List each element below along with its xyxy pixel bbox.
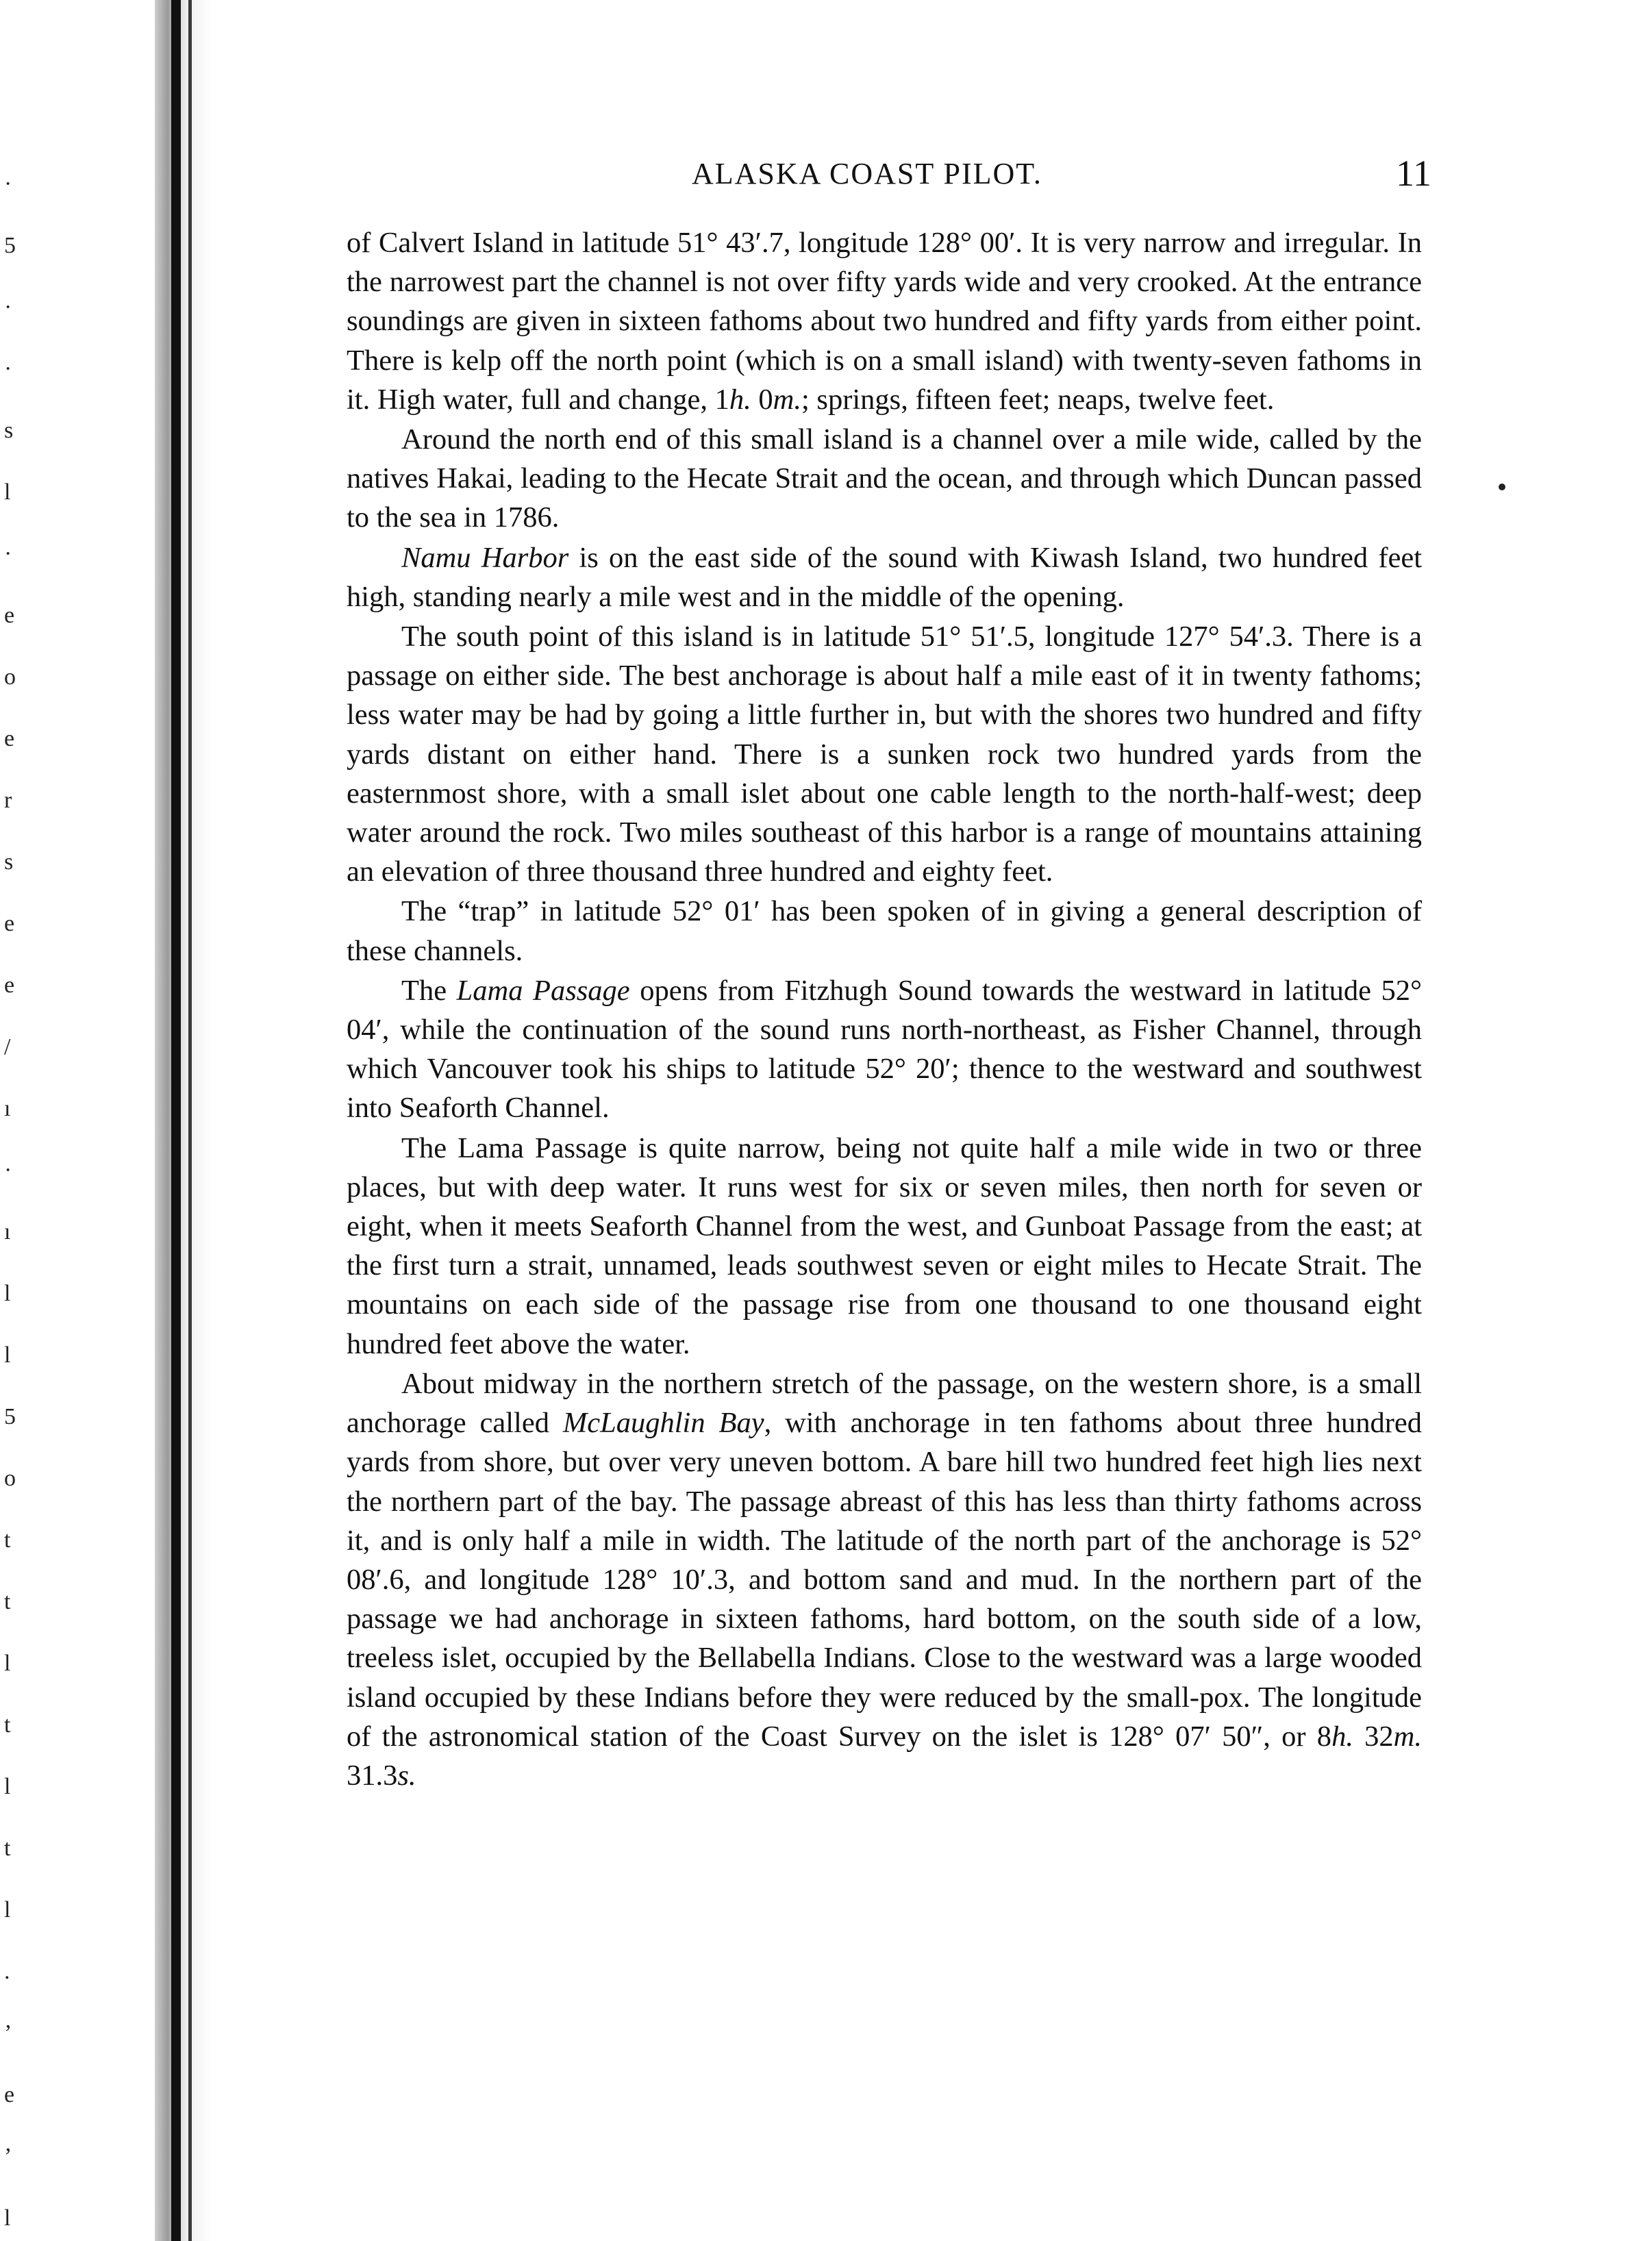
- bleed-char: e: [4, 911, 15, 936]
- italic-text: m.: [1393, 1720, 1422, 1753]
- paragraph: [347, 617, 1422, 891]
- italic-text: h.: [1331, 1720, 1353, 1753]
- bleed-char: 5: [4, 1404, 16, 1429]
- bleed-char: o: [4, 664, 16, 690]
- bleed-char: e: [4, 2082, 15, 2107]
- italic-text: Lama Passage: [456, 974, 630, 1007]
- bleed-char: l: [4, 2205, 11, 2231]
- bleed-char: e: [4, 603, 15, 628]
- bleed-char: l: [4, 1281, 11, 1306]
- paragraph: [347, 538, 1422, 616]
- bleed-char: ı: [4, 1096, 11, 1121]
- paragraph: [347, 223, 1422, 419]
- text-run: The “trap” in latitude 52° 01′ has been spoken of in giving a general description of these channels.: [347, 895, 1422, 967]
- bleed-char: e: [4, 973, 15, 998]
- bleed-char: l: [4, 479, 11, 505]
- text-run: 0: [751, 383, 773, 416]
- binding-edge: [171, 0, 181, 2241]
- text-run: ; springs, fifteen feet; neaps, twelve feet.: [801, 383, 1275, 416]
- bleed-char: r: [4, 788, 12, 813]
- text-run: is on the east side of the sound with Kiwash Island, two hundred feet high, standing nearly a mile west and in the middle of the opening.: [347, 541, 1423, 613]
- text-run: About midway in the northern stretch of the passage, on the western shore, is a small anchorage called: [347, 1367, 1422, 1440]
- text-run: The south point of this island is in latitude 51° 51′.5, longitude 127° 54′.3. There is a passage on either side. The best anchorage is about half a mile east of it in twenty fathoms; less water may be had by going a little further in, but with the shores two hundred and fifty yards distant on either hand. There is a sunken rock two hundred yards from the easternmost shore, with a small islet about one cable length to the north-half-west; deep water around the rock. Two miles southeast of this harbor is a range of mountains attaining an elevation of three thousand three hundred and eighty feet.: [347, 621, 1422, 888]
- text-run: The: [401, 974, 457, 1007]
- bleed-char: ·: [4, 295, 12, 320]
- bleed-char: ’: [4, 2020, 12, 2046]
- italic-text: McLaughlin Bay: [562, 1407, 764, 1440]
- bleed-char: e: [4, 726, 15, 751]
- bleed-char: ·: [4, 541, 12, 566]
- bleed-char: 5: [4, 233, 16, 258]
- bleed-char: ’: [4, 2144, 12, 2169]
- text-run: , with anchorage in ten fathoms about three hundred yards from shore, but over very uneven bottom. A bare hill two hundred feet high lies next the northern part of the bay. The passage abreast of this has less than thirty fathoms across it, and is only half a mile in width. The latitude of the north part of the anchorage is 52° 08′.6, and longitude 128° 10′.3, and bottom sand and mud. In the northern part of the passage we had anchorage in sixteen fathoms, hard bottom, on the south side of a low, treeless islet, occupied by the Bellabella Indians. Close to the westward was a large wooded island occupied by these Indians before they were reduced by the small-pox. The longitude of the astronomical station of the Coast Survey on the islet is 128° 07′ 50″, or 8: [347, 1407, 1422, 1753]
- italic-text: h.: [729, 383, 751, 416]
- bleed-char: ı: [4, 1219, 11, 1244]
- paragraph: [347, 892, 1422, 970]
- bleed-char: l: [4, 1651, 11, 1676]
- scan-speck: [1499, 484, 1505, 490]
- bleed-char: l: [4, 1897, 11, 1923]
- paragraph: [347, 1364, 1422, 1795]
- paragraph: [347, 1129, 1422, 1364]
- italic-text: m.: [773, 383, 801, 416]
- facing-page-bleed: [0, 0, 27, 2241]
- bleed-char: o: [4, 1466, 16, 1491]
- bleed-char: ·: [4, 171, 12, 197]
- paragraph: [347, 420, 1422, 538]
- italic-text: s.: [397, 1759, 416, 1792]
- italic-text: Namu Harbor: [401, 541, 569, 574]
- page-number: 11: [1396, 153, 1431, 194]
- bleed-char: t: [4, 1836, 11, 1861]
- bleed-char: l: [4, 1774, 11, 1799]
- bleed-char: l: [4, 1342, 11, 1368]
- text-run: 31.3: [347, 1759, 398, 1792]
- binding-edge-inner: [188, 0, 192, 2241]
- page-body: [347, 223, 1422, 1795]
- bleed-char: ·: [4, 1157, 12, 1183]
- running-title: ALASKA COAST PILOT.: [692, 157, 1042, 190]
- text-run: 32: [1353, 1720, 1394, 1753]
- binding-shadow: [155, 0, 212, 2241]
- text-run: The Lama Passage is quite narrow, being not quite half a mile wide in two or three places, but with deep water. It runs west for six or seven miles, then north for seven or eight, when it meets Seaforth Channel from the west, and Gunboat Passage from the east; at the first turn a strait, unnamed, leads southwest seven or eight miles to Hecate Strait. The mountains on each side of the passage rise from one thousand to one thousand eight hundred feet above the water.: [347, 1131, 1422, 1360]
- bleed-char: /: [4, 1034, 11, 1060]
- bleed-char: t: [4, 1712, 11, 1738]
- bleed-char: s: [4, 849, 14, 875]
- bleed-char: t: [4, 1527, 11, 1553]
- paragraph: [347, 971, 1422, 1128]
- book-gutter: [0, 0, 212, 2241]
- bleed-char: t: [4, 1589, 11, 1614]
- text-run: opens from Fitzhugh Sound towards the westward in latitude 52° 04′, while the continuation of the sound runs north-northeast, as Fisher Channel, through which Vancouver took his ships to latitude 52° 20′; thence to the westward and southwest into Seaforth Channel.: [347, 974, 1422, 1125]
- bleed-char: s: [4, 418, 14, 443]
- text-run: Around the north end of this small island is a channel over a mile wide, called by the natives Hakai, leading to the Hecate Strait and the ocean, and through which Duncan passed to the sea in 1786.: [347, 423, 1422, 534]
- bleed-char: .: [4, 1959, 10, 1984]
- text-run: of Calvert Island in latitude 51° 43′.7, longitude 128° 00′. It is very narrow and irregular. In the narrowest part the channel is not over fifty yards wide and very crooked. At the entrance soundings are given in sixteen fathoms about two hundred and fifty yards from either point. There is kelp off the north point (which is on a small island) with twenty-seven fathoms in it. High water, full and change, 1: [347, 227, 1422, 416]
- bleed-char: ·: [4, 356, 12, 381]
- page-header: [692, 153, 1431, 204]
